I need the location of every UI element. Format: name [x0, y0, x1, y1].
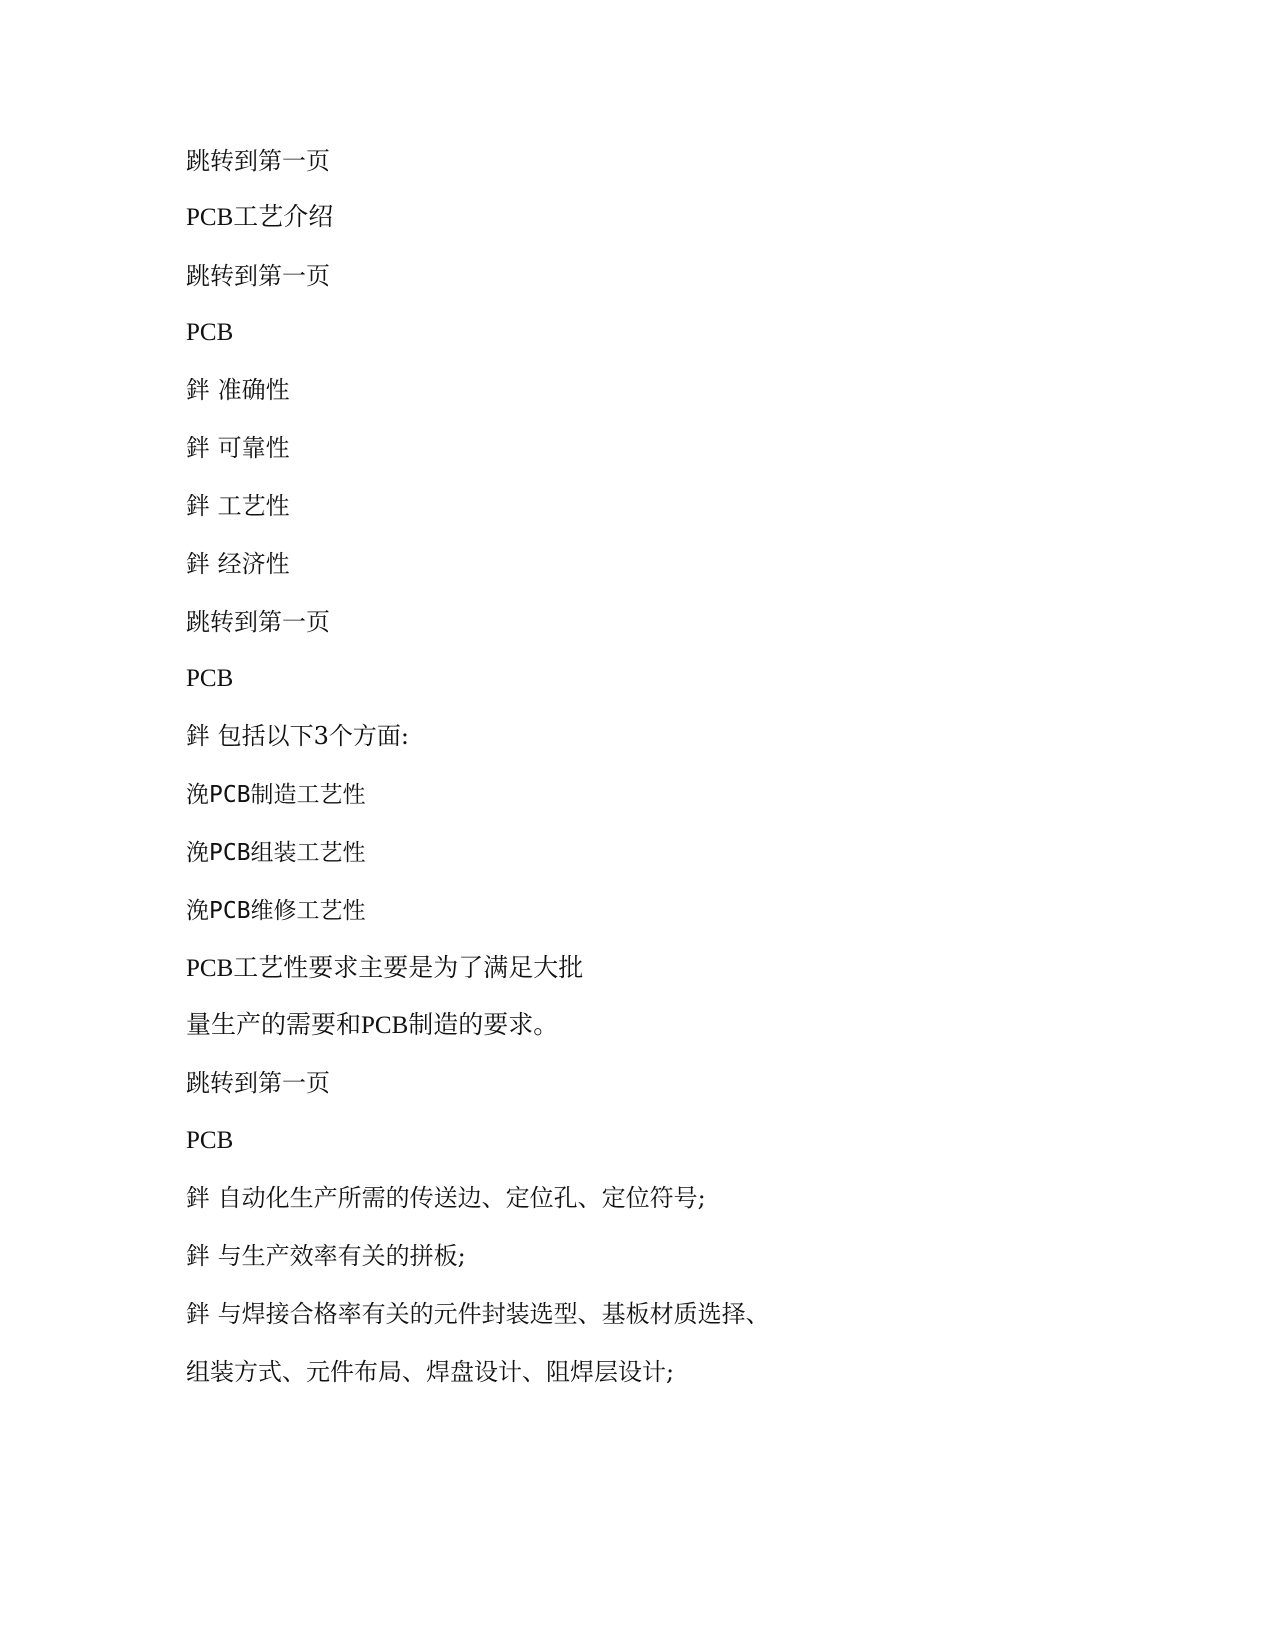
heading-pcb: PCB: [186, 1127, 234, 1154]
sub-item: 浼PCB组装工艺性: [186, 840, 366, 866]
sub-item: 浼PCB制造工艺性: [186, 782, 366, 808]
heading-pcb-process-intro: PCB工艺介绍: [186, 204, 334, 231]
goto-first-page-link[interactable]: 跳转到第一页: [186, 608, 330, 636]
bullet-item: 鉡 工艺性: [186, 492, 290, 520]
paragraph-line: 量生产的需要和PCB制造的要求。: [186, 1012, 559, 1039]
bullet-item: 鉡 包括以下3个方面:: [186, 722, 409, 750]
bullet-item: 鉡 自动化生产所需的传送边、定位孔、定位符号;: [186, 1184, 706, 1212]
bullet-item: 鉡 与焊接合格率有关的元件封装选型、基板材质选择、: [186, 1300, 770, 1328]
goto-first-page-link[interactable]: 跳转到第一页: [186, 1069, 330, 1097]
heading-pcb: PCB: [186, 319, 234, 346]
bullet-item: 鉡 可靠性: [186, 434, 290, 462]
goto-first-page-link[interactable]: 跳转到第一页: [186, 147, 330, 175]
paragraph-line: 组装方式、元件布局、焊盘设计、阻焊层设计;: [186, 1358, 675, 1386]
sub-item: 浼PCB维修工艺性: [186, 898, 366, 924]
heading-pcb: PCB: [186, 665, 234, 692]
paragraph-line: PCB工艺性要求主要是为了满足大批: [186, 955, 584, 982]
bullet-item: 鉡 与生产效率有关的拼板;: [186, 1242, 466, 1270]
bullet-item: 鉡 经济性: [186, 550, 290, 578]
bullet-item: 鉡 准确性: [186, 376, 290, 404]
goto-first-page-link[interactable]: 跳转到第一页: [186, 262, 330, 290]
